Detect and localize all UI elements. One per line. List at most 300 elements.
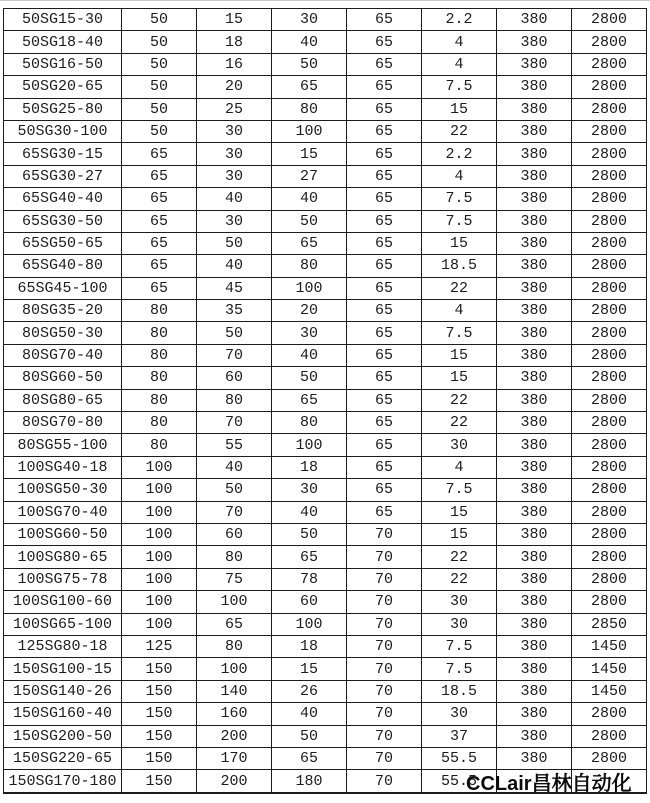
value-cell: 65 [272,389,347,411]
value-cell: 100 [122,613,197,635]
table-row [4,76,647,98]
value-cell: 380 [497,591,572,613]
value-cell: 65 [347,120,422,142]
table-row [4,232,647,254]
model-cell: 80SG80-65 [4,389,122,411]
value-cell: 15 [272,658,347,680]
value-cell: 30 [272,322,347,344]
value-cell: 80 [122,389,197,411]
value-cell: 380 [497,210,572,232]
value-cell: 2800 [572,434,647,456]
model-cell: 100SG60-50 [4,523,122,545]
value-cell: 2800 [572,456,647,478]
table-row [4,568,647,590]
table-row [4,434,647,456]
value-cell: 65 [347,9,422,31]
value-cell: 18 [272,456,347,478]
value-cell: 1450 [572,680,647,702]
table-row [4,412,647,434]
value-cell: 65 [272,232,347,254]
value-cell: 380 [497,703,572,725]
model-cell: 100SG40-18 [4,456,122,478]
value-cell: 2800 [572,389,647,411]
value-cell: 1450 [572,635,647,657]
value-cell: 160 [197,703,272,725]
model-cell: 150SG140-26 [4,680,122,702]
value-cell: 50 [122,76,197,98]
value-cell: 2800 [572,591,647,613]
value-cell: 50 [122,53,197,75]
value-cell: 65 [347,277,422,299]
value-cell: 150 [122,747,197,769]
value-cell: 40 [197,255,272,277]
value-cell: 26 [272,680,347,702]
value-cell: 2800 [572,501,647,523]
value-cell: 70 [347,703,422,725]
model-cell: 100SG65-100 [4,613,122,635]
value-cell: 27 [272,165,347,187]
model-cell: 50SG20-65 [4,76,122,98]
value-cell: 15 [422,98,497,120]
value-cell: 380 [497,389,572,411]
value-cell: 125 [122,635,197,657]
value-cell: 2.2 [422,9,497,31]
model-cell: 100SG70-40 [4,501,122,523]
value-cell: 65 [347,98,422,120]
pump-spec-table [3,8,647,794]
value-cell: 380 [497,76,572,98]
value-cell: 2800 [572,546,647,568]
value-cell: 100 [122,456,197,478]
value-cell: 380 [497,344,572,366]
value-cell: 380 [497,434,572,456]
value-cell: 40 [197,188,272,210]
value-cell: 70 [197,344,272,366]
value-cell: 25 [197,98,272,120]
value-cell: 30 [422,703,497,725]
value-cell: 100 [272,277,347,299]
model-cell: 150SG200-50 [4,725,122,747]
value-cell: 22 [422,568,497,590]
value-cell: 40 [272,501,347,523]
value-cell: 2800 [572,120,647,142]
table-row [4,31,647,53]
value-cell: 15 [422,367,497,389]
value-cell: 70 [347,680,422,702]
model-cell: 80SG50-30 [4,322,122,344]
value-cell: 65 [272,747,347,769]
value-cell: 35 [197,300,272,322]
table-row [4,367,647,389]
value-cell: 2850 [572,613,647,635]
value-cell: 65 [347,143,422,165]
value-cell: 2800 [572,479,647,501]
value-cell: 80 [122,344,197,366]
model-cell: 150SG100-15 [4,658,122,680]
value-cell: 50 [197,479,272,501]
value-cell: 380 [497,456,572,478]
value-cell: 150 [122,680,197,702]
value-cell: 170 [197,747,272,769]
value-cell: 50 [272,523,347,545]
model-cell: 150SG160-40 [4,703,122,725]
table-row [4,277,647,299]
model-cell: 65SG40-40 [4,188,122,210]
value-cell: 40 [272,31,347,53]
value-cell: 18 [197,31,272,53]
value-cell: 80 [122,412,197,434]
value-cell: 2800 [572,322,647,344]
value-cell: 70 [347,635,422,657]
value-cell: 100 [122,501,197,523]
watermark: CCLair昌林自动化 [466,773,632,795]
value-cell: 65 [272,546,347,568]
value-cell: 2800 [572,210,647,232]
table-row [4,680,647,702]
value-cell: 2800 [572,367,647,389]
value-cell: 40 [272,703,347,725]
value-cell: 30 [272,9,347,31]
value-cell: 2.2 [422,143,497,165]
value-cell: 2800 [572,344,647,366]
value-cell: 70 [197,501,272,523]
value-cell: 45 [197,277,272,299]
value-cell: 65 [347,501,422,523]
table-row [4,188,647,210]
value-cell: 40 [272,188,347,210]
value-cell: 15 [422,344,497,366]
value-cell: 380 [497,568,572,590]
value-cell: 15 [422,232,497,254]
value-cell: 380 [497,120,572,142]
model-cell: 50SG30-100 [4,120,122,142]
value-cell: 22 [422,412,497,434]
value-cell: 380 [497,747,572,769]
table-row [4,9,647,31]
value-cell: 2800 [572,568,647,590]
value-cell: 50 [197,232,272,254]
value-cell: 30 [422,591,497,613]
value-cell: 2800 [572,9,647,31]
value-cell: 7.5 [422,658,497,680]
value-cell: 380 [497,546,572,568]
value-cell: 50 [272,367,347,389]
value-cell: 2800 [572,747,647,769]
value-cell: 2800 [572,98,647,120]
value-cell: 30 [422,434,497,456]
model-cell: 50SG16-50 [4,53,122,75]
value-cell: 20 [197,76,272,98]
value-cell: 150 [122,658,197,680]
value-cell: 65 [272,76,347,98]
value-cell: 380 [497,300,572,322]
value-cell: 80 [197,389,272,411]
model-cell: 125SG80-18 [4,635,122,657]
value-cell: 380 [497,232,572,254]
value-cell: 50 [122,31,197,53]
value-cell: 200 [197,725,272,747]
value-cell: 80 [122,300,197,322]
value-cell: 80 [122,367,197,389]
value-cell: 200 [197,770,272,793]
model-cell: 80SG55-100 [4,434,122,456]
value-cell: 70 [347,613,422,635]
value-cell: 70 [347,658,422,680]
table-row [4,613,647,635]
value-cell: 50 [122,9,197,31]
table-row [4,389,647,411]
value-cell: 65 [197,613,272,635]
value-cell: 60 [197,367,272,389]
value-cell: 55.5 [422,770,497,793]
value-cell: 65 [347,255,422,277]
model-cell: 150SG220-65 [4,747,122,769]
value-cell: 65 [122,255,197,277]
value-cell: 100 [122,546,197,568]
value-cell: 7.5 [422,188,497,210]
model-cell: 80SG35-20 [4,300,122,322]
value-cell: 30 [197,120,272,142]
value-cell: 150 [122,703,197,725]
table-row [4,546,647,568]
value-cell: 22 [422,277,497,299]
value-cell: 65 [347,188,422,210]
value-cell: 180 [272,770,347,793]
table-row [4,591,647,613]
value-cell: 75 [197,568,272,590]
value-cell: 70 [347,568,422,590]
value-cell: 7.5 [422,479,497,501]
value-cell: 65 [347,434,422,456]
value-cell: 78 [272,568,347,590]
value-cell: 16 [197,53,272,75]
value-cell: 380 [497,412,572,434]
value-cell: 65 [347,53,422,75]
value-cell: 2800 [572,232,647,254]
value-cell: 80 [272,255,347,277]
value-cell: 70 [347,770,422,793]
value-cell: 50 [197,322,272,344]
value-cell: 22 [422,389,497,411]
value-cell: 4 [422,165,497,187]
value-cell: 380 [497,635,572,657]
value-cell: 22 [422,120,497,142]
model-cell: 50SG15-30 [4,9,122,31]
value-cell: 65 [347,367,422,389]
value-cell: 65 [122,277,197,299]
value-cell: 65 [122,143,197,165]
value-cell: 65 [347,456,422,478]
value-cell: 65 [347,412,422,434]
value-cell: 380 [497,255,572,277]
value-cell: 65 [347,322,422,344]
model-cell: 65SG40-80 [4,255,122,277]
value-cell: 30 [197,143,272,165]
table-row [4,98,647,120]
value-cell: 70 [347,546,422,568]
value-cell: 50 [272,725,347,747]
value-cell: 40 [272,344,347,366]
value-cell: 380 [497,31,572,53]
value-cell: 65 [122,232,197,254]
model-cell: 65SG45-100 [4,277,122,299]
table-row [4,456,647,478]
model-cell: 65SG30-27 [4,165,122,187]
value-cell: 7.5 [422,322,497,344]
value-cell: 380 [497,658,572,680]
value-cell: 140 [197,680,272,702]
value-cell: 50 [272,210,347,232]
value-cell: 380 [497,501,572,523]
value-cell: 22 [422,546,497,568]
model-cell: 100SG50-30 [4,479,122,501]
value-cell: 30 [422,613,497,635]
value-cell: 380 [497,53,572,75]
table-row [4,658,647,680]
value-cell: 100 [122,568,197,590]
value-cell: 2800 [572,255,647,277]
value-cell: 30 [272,479,347,501]
value-cell: 380 [497,322,572,344]
value-cell: 100 [122,523,197,545]
value-cell: 15 [422,501,497,523]
pump-table-body [4,9,647,794]
value-cell: 380 [497,680,572,702]
model-cell: 50SG25-80 [4,98,122,120]
value-cell: 380 [497,367,572,389]
value-cell: 380 [497,98,572,120]
model-cell: 100SG100-60 [4,591,122,613]
value-cell: 150 [122,725,197,747]
value-cell: 55.5 [422,747,497,769]
value-cell: 2800 [572,725,647,747]
value-cell: 65 [122,210,197,232]
value-cell: 4 [422,53,497,75]
value-cell: 380 [497,613,572,635]
value-cell: 65 [347,76,422,98]
value-cell: 2800 [572,188,647,210]
table-row [4,53,647,75]
value-cell: 2800 [572,703,647,725]
value-cell: 4 [422,456,497,478]
value-cell: 50 [122,120,197,142]
model-cell: 80SG70-80 [4,412,122,434]
table-row [4,501,647,523]
value-cell: 30 [197,165,272,187]
model-cell: 100SG75-78 [4,568,122,590]
value-cell: 100 [122,591,197,613]
value-cell: 50 [122,98,197,120]
value-cell: 65 [122,188,197,210]
value-cell: 380 [497,479,572,501]
value-cell: 65 [347,389,422,411]
model-cell: 100SG80-65 [4,546,122,568]
value-cell: 2800 [572,277,647,299]
value-cell: 65 [347,232,422,254]
value-cell: 18.5 [422,680,497,702]
value-cell: 30 [197,210,272,232]
value-cell: 15 [197,9,272,31]
value-cell: 70 [347,747,422,769]
value-cell: 4 [422,300,497,322]
value-cell: 80 [272,98,347,120]
value-cell: 65 [347,479,422,501]
value-cell: 2800 [572,76,647,98]
value-cell: 380 [497,143,572,165]
value-cell: 2800 [572,143,647,165]
table-row [4,479,647,501]
table-row [4,143,647,165]
model-cell: 80SG70-40 [4,344,122,366]
value-cell: 70 [347,523,422,545]
model-cell: 80SG60-50 [4,367,122,389]
table-row [4,210,647,232]
table-row [4,120,647,142]
value-cell: 100 [197,658,272,680]
value-cell: 7.5 [422,210,497,232]
value-cell: 2800 [572,523,647,545]
value-cell: 2800 [572,300,647,322]
value-cell: 80 [122,434,197,456]
value-cell: 65 [347,344,422,366]
value-cell: 70 [347,725,422,747]
value-cell: 15 [272,143,347,165]
value-cell: 7.5 [422,635,497,657]
value-cell: 80 [197,546,272,568]
value-cell: 380 [497,523,572,545]
value-cell: 15 [422,523,497,545]
value-cell: 380 [497,277,572,299]
value-cell: 80 [122,322,197,344]
value-cell: 70 [197,412,272,434]
model-cell: 65SG30-50 [4,210,122,232]
model-cell: 150SG170-180 [4,770,122,793]
table-row [4,703,647,725]
value-cell: 65 [347,31,422,53]
value-cell: 2800 [572,412,647,434]
value-cell: 4 [422,31,497,53]
value-cell: 80 [272,412,347,434]
value-cell: 1450 [572,658,647,680]
value-cell: 65 [122,165,197,187]
value-cell: 100 [272,613,347,635]
model-cell: 50SG18-40 [4,31,122,53]
model-cell: 65SG50-65 [4,232,122,254]
table-row [4,255,647,277]
value-cell: 60 [197,523,272,545]
value-cell: 37 [422,725,497,747]
model-cell: 65SG30-15 [4,143,122,165]
top-partial-border [0,0,650,1]
value-cell: 2800 [572,165,647,187]
value-cell: 65 [347,165,422,187]
value-cell: 2800 [572,53,647,75]
value-cell: 7.5 [422,76,497,98]
value-cell: 100 [272,434,347,456]
table-row [4,523,647,545]
table-row [4,725,647,747]
table-row [4,635,647,657]
value-cell: 70 [347,591,422,613]
table-row [4,165,647,187]
value-cell: 80 [197,635,272,657]
value-cell: 150 [122,770,197,793]
value-cell: 100 [122,479,197,501]
table-row [4,322,647,344]
value-cell: 60 [272,591,347,613]
value-cell: 40 [197,456,272,478]
value-cell: 380 [497,188,572,210]
